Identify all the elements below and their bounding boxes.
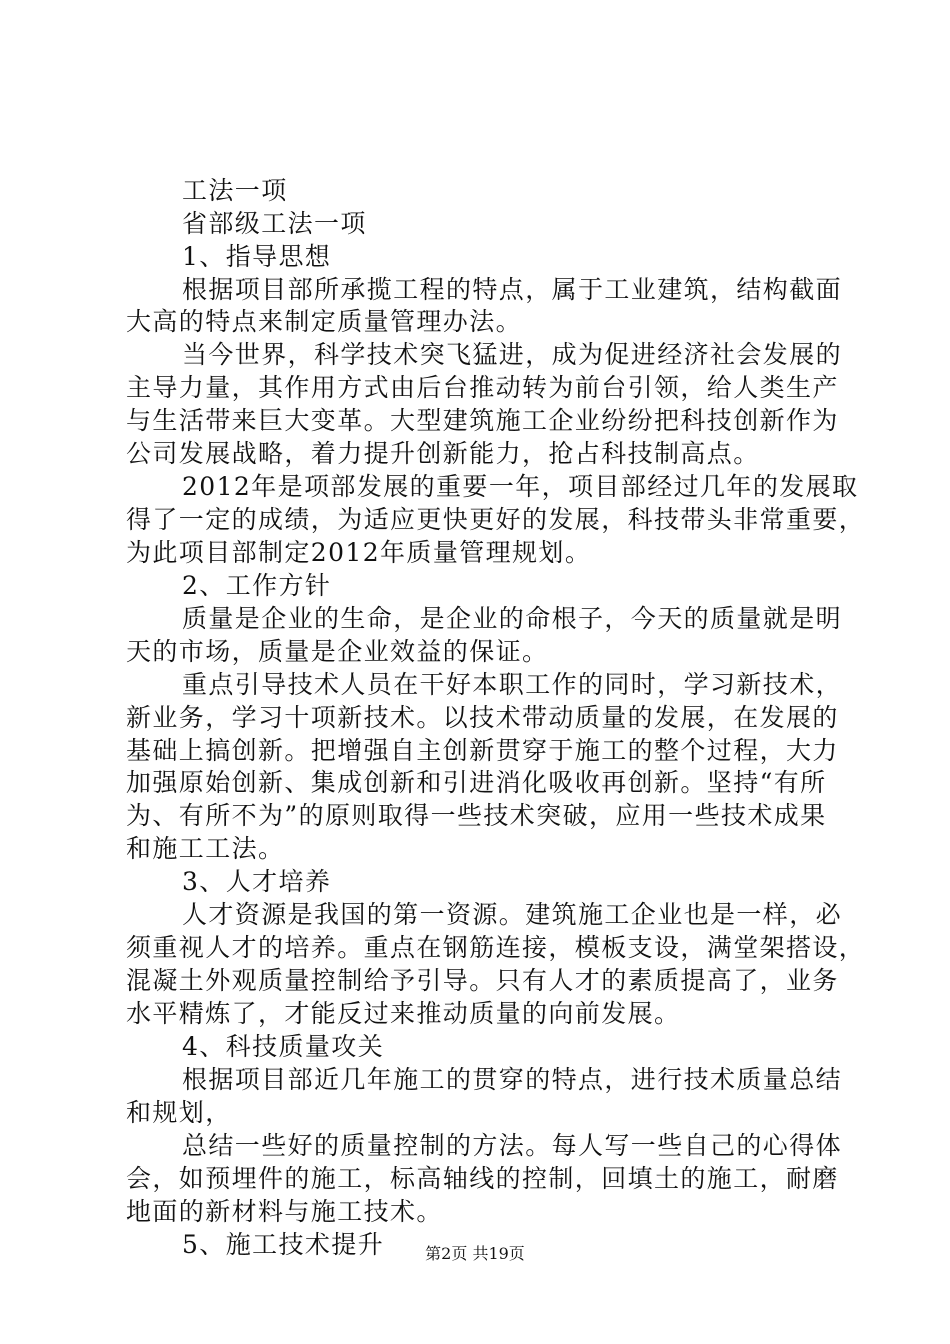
text-line: 和施工工法。 — [126, 834, 285, 863]
section-heading: 4、科技质量攻关 — [182, 1032, 385, 1061]
text-line: 人才资源是我国的第一资源。建筑施工企业也是一样，必 — [182, 900, 843, 929]
text-line: 根据项目部近几年施工的贯穿的特点，进行技术质量总结 — [182, 1065, 843, 1094]
page-number-footer: 第2页 共19页 — [425, 1244, 525, 1263]
text-line: 为此项目部制定2012年质量管理规划。 — [126, 538, 592, 567]
text-line: 省部级工法一项 — [182, 209, 367, 238]
text-line: 与生活带来巨大变革。大型建筑施工企业纷纷把科技创新作为 — [126, 406, 839, 435]
text-line: 得了一定的成绩，为适应更快更好的发展，科技带头非常重要， — [126, 505, 866, 534]
text-line: 当今世界，科学技术突飞猛进，成为促进经济社会发展的 — [182, 340, 843, 369]
text-line: 总结一些好的质量控制的方法。每人写一些自己的心得体 — [182, 1131, 843, 1160]
text-line: 混凝土外观质量控制给予引导。只有人才的素质提高了，业务 — [126, 966, 839, 995]
text-line: 为、有所不为”的原则取得一些技术突破，应用一些技术成果 — [126, 801, 827, 830]
section-heading: 5、施工技术提升 — [182, 1230, 385, 1259]
text-line: 和规划， — [126, 1098, 232, 1127]
section-heading: 2、工作方针 — [182, 571, 332, 600]
section-heading: 1、指导思想 — [182, 242, 332, 271]
text-line: 天的市场，质量是企业效益的保证。 — [126, 637, 549, 666]
text-line: 基础上搞创新。把增强自主创新贯穿于施工的整个过程，大力 — [126, 736, 839, 765]
text-line: 新业务，学习十项新技术。以技术带动质量的发展，在发展的 — [126, 703, 839, 732]
section-heading: 3、人才培养 — [182, 867, 332, 896]
text-line: 水平精炼了，才能反过来推动质量的向前发展。 — [126, 999, 681, 1028]
text-line: 根据项目部所承揽工程的特点，属于工业建筑，结构截面 — [182, 275, 843, 304]
text-line: 2012年是项部发展的重要一年，项目部经过几年的发展取 — [182, 472, 859, 501]
text-line: 重点引导技术人员在干好本职工作的同时，学习新技术， — [182, 670, 843, 699]
text-line: 大高的特点来制定质量管理办法。 — [126, 307, 523, 336]
text-line: 主导力量，其作用方式由后台推动转为前台引领，给人类生产 — [126, 373, 839, 402]
text-line: 质量是企业的生命，是企业的命根子，今天的质量就是明 — [182, 604, 843, 633]
text-line: 公司发展战略，着力提升创新能力，抢占科技制高点。 — [126, 439, 760, 468]
text-line: 加强原始创新、集成创新和引进消化吸收再创新。坚持“有所 — [126, 768, 827, 797]
text-line: 工法一项 — [182, 176, 288, 205]
text-line: 会，如预埋件的施工，标高轴线的控制，回填土的施工，耐磨 — [126, 1164, 839, 1193]
text-line: 地面的新材料与施工技术。 — [126, 1197, 443, 1226]
text-line: 须重视人才的培养。重点在钢筋连接，模板支设，满堂架搭设， — [126, 933, 866, 962]
